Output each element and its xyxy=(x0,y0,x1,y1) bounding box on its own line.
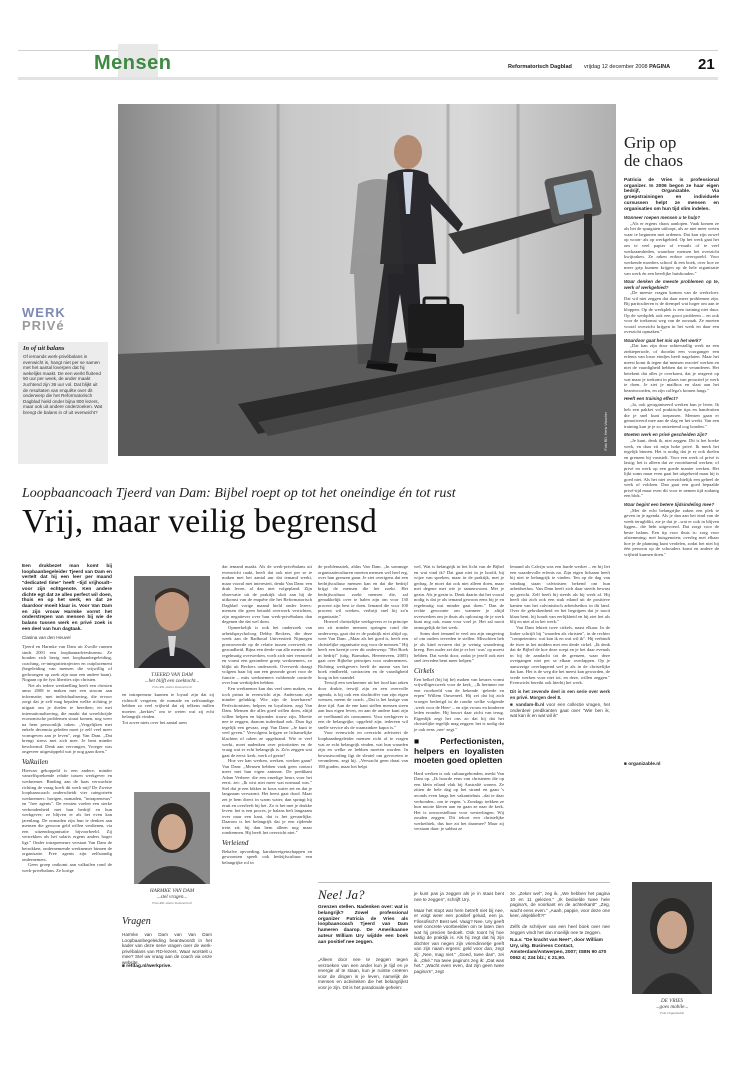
tjeerd-photo xyxy=(134,576,210,668)
col3-paragraph: Hoe ver kan werken, werken, werken gaan? Van Dam: „Mensen hebben vaak geen contact meer met hun eigen antenne. De predikant Adam Verbree: die een enzelige beurs voor het eerst. zei: „Ik wist niet meer wat normaal was." Stel dat je een kikker in kous water zet en dat je langzaam verwarmt. Het beest gaat dood. Maar zet je hem direct in warm water, dan springt hij eruit en overleeft hij het. Zo is het met je drukke leven: het is een proces, je balans heft langzaam over naar een kant, dat is het gevaarlijke. Daarom is het belangrijk dat je een rijdende trein zit; hij dan hem alleen nog maar rondrennen. Hij heeft het overzicht niet." xyxy=(222,758,312,836)
sidebar-box xyxy=(18,342,108,464)
col1-paragraph: Tjeerd en Harmke van Dam uit Zwolle runnen sinds 2001 een loopbaanadviesbureau. Ze houden zich bezig met loopbaanbegeleiding, coaching, re-integratietrajecten en outplacement (begeleiding van mensen die vrijwillig of gedwongen op zoek zijn naar een andere baan). Nogaan op de fysi liberties zijn christen. xyxy=(22,643,112,683)
sidebar-box-title: In of uit balans xyxy=(23,345,65,352)
subhead-perfect: ■ Perfectionisten, helpers en loyalisten moeten goed opletten xyxy=(414,736,504,766)
harmke-caption-text: ...stel vragen... xyxy=(156,894,188,900)
series-note: Dit is het zevende deel in een serie over werk en privé. Morgen deel 8. xyxy=(510,689,610,700)
qa-answer: „Je kunt, denk ik, niet zeggen. Dit is het hoeke werk, en daar zit mijn hoke privé. Ik merk het tegelijk binnen. Het is nodig dat je er ook doelen en grenzen bij vaststelt. Voor een werk of privé is lastig; het is alleen dat ze voortdurend werken; of privé en werk op een goede manier werken. Het lijkt soms maar even gaat het uitgebreid maar hij is goed niet. Als het niet overzichtelijk een geheel de werk of voldoen. Dan gaat een goed bepaalde privé-tijd maar even dit voor te nemen tijd zodanig een blok." xyxy=(624,438,719,499)
col2-text: en intrapreneur kunnen te loyaal zijn dat zij richtsoff vergeten; de nomade en zelfstandige hebben zo veel vrijheid dat zij telkens nullen moeten „kerkies" om te weten wat zij echt belangrijk vinden. Tot zover niets over het aantal uren xyxy=(122,692,214,725)
nee-ja-col1: „Alleen door nee te zeggen tegen verzoeken van een ander kun je tijd en je energie af te staan, kun je ruimte creëren voor de dingen in je leven, namelijk de mensen en activiteiten die het belangrijkst voor je zijn. Dit is het paradoxale geheim: xyxy=(318,957,408,990)
col3-paragraph: Opmerkelijk is ook het onderzoek van arbeidspsycholoog Debby Beckers, die deze week aan de Radboud Universiteit Nijmegen promoveerde op de relatie tussen overwerk en gezondheid. Bijna een derde van alle mensen die regelmatig overwerken, voelt zich niet vermoeid en vormt een gezondere groep werknemers, zo blijkt uit Beckers onderzoek. Overwerk draagt volgens haar bij aan een gezonde groei voor de functie – mits werknemers voldoende controle over hun werktijden hebben. xyxy=(222,625,312,686)
qa-5 xyxy=(624,502,719,557)
issue-date: vrijdag 12 december 2008 PAGINA xyxy=(584,64,671,70)
qa-0 xyxy=(624,215,719,276)
col5-paragraph: Soms doet iemand te veel om zijn omgeving of om ouders tevreden te stellen. Misschien heb je als kind ervaren dat je weinig waardering kreeg. Een ouder zei dat je er het ‘was’ op moest hebben. Dat werkt door, zodat je jezelf ook niet snel tevreden bent meer helpen." xyxy=(414,630,504,664)
article-kicker: Loopbaancoach Tjeerd van Dam: Bijbel roept op tot het oneindige én tot rust xyxy=(22,486,456,501)
qa-answer: „Dat kan zijn door achterstallig werk na een ziekteperiode, of doordat een voorganger een erfenis van losse eindjes heeft nagelaten. Maar het meest komt ik tegen dat mensen reactief werken en niet de vaardigheid hebben dat te veranderen. Het betekent dat alles je overkomt, dat je reageert op wat maar je toekomt in plaats van proactief je werk te doen. Je ziet je mailbox en slaat aan het beantwoorden, en zijn collega's komen langs." xyxy=(624,343,719,393)
qa-answer: „Met de echt belangrijke zaken een plek te geven in je agenda. Als je dan aan het eind van de week terugblikt, zie je dat je –wat er ook in blijven liggen– die hebt uitgevoerd. Dat zorgt voor de beste balans. Een tip voor thuis is: zorg voor afstemming; met huisgenoten; overleg met elkaar hoe je de planning kunt verdelen, zodat het niet bij één persoon op de schouders komt en andere de vrijheid kunnen doen." xyxy=(624,507,719,557)
article-col-1 xyxy=(22,564,112,1054)
col4-paragraph: Hoewel christelijke werkgevers er in principe om zit minder mensen springen rond die onderwerp, gaat dat er de praktijk niet altijd op, weet Van Dam. „Maar als het goed is, heeft een christelijke organisatie oog voor de mensen." Hij heeft een keertje over dit onderwerp: "Het Boek in bedrijf" (uitg. Barnabas, Heerenveen, 2005) gaat over Bijbelse principes voor ondernemers. Richting werkgevers heeft de auteur van het boek eindbeeld, contracten en de vaardigheid hoog in het vaandel. xyxy=(318,619,408,680)
nee-ja-lead: Grenzen stellen. Nadenken over: wat is belangrijk? Zowel professional organizer Patricia de Vries als loopbaancoach Tjeerd van Dam hameren daarop. De Amerikaanse auteur William Ury wijdde een boek aan positief nee zeggen. xyxy=(318,905,408,945)
col4-paragraph: de problematiek, aldus Van Dam. „In sommige organisatieculturen moeten mensen wel heel erg, over hun grenzen gaan. Je ziet overigens dat een bedrijfscultuur mensen kan en dat die bedrijf krijgt de mensen die het zoekt. Het bedrijfscultuur zoekt mensen die, zal gemakkelijk over te halen zijn om voor 130 procent zijn best te doen. Iemand die voor 100 procent wil werken, verbrijt snel bij zo'n organisatie." xyxy=(318,564,408,619)
qa-question: Moeten werk en privé gescheiden zijn? xyxy=(624,432,708,438)
de-vries-name: DE VRIES xyxy=(660,998,684,1004)
portrait-man-illustration xyxy=(134,576,210,668)
col4-paragraph: Terwijl een werknemer uit het lood kan raken door drukte, terwijl zijn en een overvolle agenda, is hij ook een slachtoffer van zijn eigen wensen, meent de coach. „Dat is het lastige van deze tijd. Aan de ene kant stellen mensen steen aan hun eigen leven, en aan de andere kant zijn ze voelbaand als consument. Voor werkgever is een de belangrijke, opgeleid zijn; iedereen wil snelle service als de waanzinkee kapot is." xyxy=(318,680,408,730)
organizable-link[interactable]: ■ organizable.nl xyxy=(624,762,661,767)
main-photo-credit: Foto RD, Henk Visscher xyxy=(604,411,608,450)
subhead-valkuilen: Valkuilen xyxy=(22,757,49,766)
main-photo xyxy=(118,104,616,456)
section-title: Mensen xyxy=(94,52,172,74)
col5-paragraph: wel. Wat is belangrijk in het licht van de Bijbel en wat vind ik? Dat gaat niet in je hoofd, bij wijze van spreken, maar in de praktijk, met je gedrag. Je moet dat ook niet alleen doen, maar met degene met wie je samenwoont. Met je gezin. Als je gezin is. Denk daarin dat het vooral nodig is dat je als iemand gewoon eens bij je en regelmatig wat minder gaat doen." Dan de rechte gewoonte om wanneer je altijd overwerken om je thuis als oplossing de je werk kunt nog ook, maar voor voel je. Het zal nooit onmogelijk de het werk. xyxy=(414,564,504,631)
werk-logo-top: WERK xyxy=(22,305,66,320)
werk-prive-logo xyxy=(22,306,66,332)
col5-paragraph: Een belkel (bij hij be) maken van keuzes vormt vrijwilligerswerk voor de kerk_ „Ik herinner me een voorbeeld van de bekende ‘gelerde en erpen’ Willem Ouweneel. Hij zei dat hij zich vroeger bedreigd in de rondte welke volgende ‚werk voor de Heer‘ – en zijn vrouw en kinderen leden eronder. Hij bouwt daar zicht van terug. Eigenlijk zegt het ons zo dat hij dat het christelijke tegelijk mag zeggen: het is nodig dat je ook eens ‚nee‘ zegt." xyxy=(414,676,504,732)
qa-3 xyxy=(624,396,719,429)
col1-paragraph: Net als iedere werknelling heeft een christen anno 2008 te maken met een stroom aan informatie; met individualisering, die ervoor zorgt dat je zelf mag bepalen welke richting je uitgaat om je doelen te bereiken; en met internationalisering, die maakt dat wereldwijde economische problemen straat komen, nog weer na hem persoonlijk raken. „Vergelijken met enkele decennia geleden moet je zelf veel meer vormgeven aan je leven", zegt Van Dam. „Dat brengt stress met zich mee. Je bent minder beschermd. Denk aan vervangen. Vroeger was ongeveer uitgestippeld wat je nog gaan doen." xyxy=(22,682,112,755)
publication-name: Reformatorisch Dagblad xyxy=(508,64,572,70)
article-col-3 xyxy=(222,564,312,1054)
right-column-intro: Patricia de Vries is professional organizer. In 2006 begon ze haar eigen bedrijf, Organizable. Via groepstrainingen en individuele cursussen helpt ze mensen en organisaties om hun tijd slim indelen. xyxy=(624,178,719,212)
col3-paragraph: Een werknemer kan dus veel uren maken, en toch prima in evenwicht zijn. Andersom zijn minder gelukkig. Wie zijn de loserbaren? Perfectionisten, helpers en loyalisten, zegt Van Dam. Mensen die alles goed willen doen, altijd willen helpen en bijzonder trouw zijn. Moeite nee te zeggen, daarom inderdaad ook. Daar ligt tegelijk een gevaar, zegt Van Dam: „Je kunt te veel geven." Vervolgens krijgen ze lichamelijke klachten of raken ze opgebrand. Wie te veel werkt, moet nadenken over prioriteiten en de vraag wat er echt belangrijk is. Zo'n zeggen wat gaat de eerst: kerk, werk of gezin? xyxy=(222,686,312,758)
qa-1 xyxy=(624,279,719,334)
nee-ja-book-info: N.a.v. "De kracht van Nee!", door William Ury, uitg. Business Contact, Amsterdam/Antwerpen, 2007; ISBN 90 470 0062 4; 234 blz.; € 21,90. xyxy=(510,938,607,961)
subhead-perfect-text: Perfectionisten, helpers en loyalisten moeten goed opletten xyxy=(414,736,504,766)
masthead-rule-bottom xyxy=(18,77,718,80)
subhead-verleiend: Verleiend xyxy=(222,838,249,847)
de-vries-caption-text: ...goes mobile... xyxy=(655,1004,689,1010)
de-vries-photo xyxy=(632,882,712,994)
col3-paragraph: Behalve opvoeding, karaktereigenschappen en gewoonten speelt ook bedrijfscultuur een belangrijke rol in xyxy=(222,848,312,865)
col6-paragraph: lemand als Calvijn was een harde werker – en hij liet een waardevolle erfenis na. Zijn eigen lichaam heeft hij niet te belangrijk te vinden. Ten op de dag van vandaag staan calvinisten bekend om hun arbeidsethos. Van Dam heeft zich daar steeds bewust op gericht. Zelf heeft hij steeds als bij werk af. Hij heeft dat zich ook een stuk eiland uit de positieve kanten van het calvinistisch arbeidsethos in dit land. Over de gebrokenheid en het begrijpen dat je nooit klaar bent, hij houdt van eerlijkheid en hij ziet het als blij en niet al in het werk." xyxy=(510,564,610,625)
harmke-credit: Foto RD, Anton Dommerholt xyxy=(152,901,192,905)
qa-answer: „De meeste vragen komen van de werkvloer. Dat wil niet zeggen dat daar meer problemen zijn. Bij particulieren is de drempel wat hoger om aan te kloppen. Op de werkplek is een training niet duur. Op de werkplek ook een groot probleem – en ook voor de toekomst weg van de oorzaak. Ze moeten vooral overzicht krijgen in het werk en daar een overzicht opmaken." xyxy=(624,290,719,335)
article-byline: Clasina van den Heuvel xyxy=(22,635,71,641)
nee-ja-col3-text: ze. „Zeker wel", zeg ik. „We hebben het pagina 10 en 11 gelezen." „Ik bedoelde twee hele pagina's, de voorkant en de achterkant!" „Zeg, wacht eens even." „Aaah, pappie, voor deze one keer, alsjeblieft?!" Zelfs de schrijver van een heel boek over nee zeggen vindt het dan moeilijk nee te zeggen. xyxy=(510,891,610,935)
vragen-text: Harmke van Dam van Van Dam Loopbaanbegeleiding beantwoordt in het kader van deze serie vragen over de werk-privébalans van RD-lezers. Waar worstelt u mee? Stel uw vraag aan de coach via onze website. xyxy=(122,932,212,965)
article-col-2 xyxy=(122,564,214,1054)
qa-4 xyxy=(624,432,719,499)
article-col-4 xyxy=(318,564,408,876)
nee-ja-col2: je kunt pas ja zeggen als je in staat bent nee te zeggen", schrijft Ury. Maar het stopt wat hem betreft niet bij nee, er volgt weer een positief geluid, een ja. Filosofisch? Best wel. Vaag? Nee. Ury geeft veel concrete voorbeelden om te laten zien wat hij precies bedoelt. Ook toont hij hoe lastig de praktijk is. Als hij zegt dat hij zijn dochter van negen zijn vriendinnetje geeft van zijn naam ergens: geld voor dan, zegt zij: „Nee, mag niet." „Goed, twee dan", zei ik. „Oké." Na twee pagina's zeg ik: „Dat was het." „Wacht even even, dat zijn geen twee pagina's", zegt xyxy=(414,891,504,974)
refdag-link-text[interactable]: refdag.nl/werkprive. xyxy=(126,964,172,969)
right-column xyxy=(624,134,719,1054)
treadmill-scene-illustration xyxy=(118,104,616,456)
tjeerd-caption-text: ...het blijft een zoektocht... xyxy=(144,678,200,684)
tjeerd-caption xyxy=(132,672,212,690)
nee-ja-box xyxy=(318,882,610,1056)
de-vries-credit: Foto Organizable xyxy=(659,1011,685,1015)
qa-2 xyxy=(624,338,719,393)
qa-answer: „Ja, ook georganiseerd werken kun je leren. Ik heb een pakket vol praktische tips en handvatten die je snel kunt toepassen. Mensen gaan er gemotiveerd mee aan de slag en het werkt. Van een training kun je je zo ontzettend oog houden." xyxy=(624,401,719,429)
col1-paragraph: Hiervan gekoppeld is een andere, minder vanzelfsprekende relatie tussen werkgever en werknemer. Binding aan de baas verwachtte richting de vraag hoeft dit werk mij? De Zweise loopbaancoach onderscheidt vier categorieën werknemers: horigen, nomaden, "intrapreneurs" en "free agents". De eersten voelen een sterke verbondenheid met hun bedrijf en hun werkgever; ze blijven er als het even kan jarenlang. De nomaden zijn hun ie denken aan mensen die gewoon geld willen verdienen, via een uitzendorganisatie bijvoorbeeld. Zij vertrekken als het salaris ergens anders hoger ligt." Onder intrapreneurs verstaat Van Dam de betrokken, ondernemende werknemer binnen de organisatie. Free agents zijn zelfstandig ondernemers. xyxy=(22,767,112,862)
portrait-woman-illustration xyxy=(134,792,210,884)
col1-paragraph: Geen groep ontkomt aan valkuilen rond de werk-privébalans. Ze horige xyxy=(22,862,112,873)
sidebar-box-text: Of iemands werk-privébalans in evenwicht is, hangt niet per se samen met het aantal loverpen dat hij wekelijks maakt. De een werkt fluitend 50 uur per week, de ander maakt zuchtend zijn 36 uur vol. Dat blijkt uit de resultaten van enquête over dit onderwerp die het Reformatorisch Dagblad hield onder bijna 800 lezers, maar ook uit andere onderzoeken. Wat brengt de balans in of uit evenwicht? xyxy=(23,354,103,415)
col3-paragraph: dat iemand maakt. Als de werk-privébalans uit evenwicht raakt, heeft dat ook niet per se te maken met het aantal uur dat iemand werkt, maar vooral met interesteit, denkt Van Dam: een druk leven, al dan niet volgepland. Zijn observatie uit de praktijk sluit aan bij de uitkomst van de enquête die het Reformatorisch Dagblad vorige maand hield onder lezers: mensen die geen betaald overwerk verrichten, zijn negatiever over hun werk-privébalans dan degenen die dat wel doen. xyxy=(222,564,312,625)
qa-question: Waar begint een betere tijdsindeling mee? xyxy=(624,502,715,508)
subhead-vragen: Vragen xyxy=(122,916,151,927)
article-col-5 xyxy=(414,564,504,876)
organizable-link-text[interactable]: organizable.nl xyxy=(628,762,661,767)
page-number: 21 xyxy=(698,56,715,73)
article-col-6 xyxy=(510,564,610,876)
de-vries-caption xyxy=(630,998,714,1016)
refdag-link[interactable]: ■ refdag.nl/werkprive. xyxy=(122,964,172,969)
nee-ja-col3 xyxy=(510,891,610,1053)
subhead-cirkels: Cirkels xyxy=(414,666,435,675)
vandam-link-line: ■ vandam-lb.nl voor een collectie vragen, het onderdeel predikanten gaat over "Wie ben ik, wat kan ik en wat wil ik" xyxy=(510,702,610,719)
right-column-body xyxy=(624,178,719,760)
qa-question: Waardoor gaat het mis op het werk? xyxy=(624,337,702,343)
portrait-woman-illustration xyxy=(632,882,712,994)
vandam-link[interactable]: vandam-lb.nl xyxy=(515,702,545,708)
nee-ja-title: Nee! Ja? xyxy=(318,887,365,902)
tjeerd-name: TJEERD VAN DAM xyxy=(151,672,193,678)
harmke-caption xyxy=(132,888,212,906)
harmke-photo xyxy=(134,792,210,884)
right-column-title: Grip op de chaos xyxy=(624,133,684,170)
article-title: Vrij, maar veilig begrensd xyxy=(22,503,377,540)
qa-question: Heeft een training effect? xyxy=(624,396,678,402)
col6-paragraph: Van Dam lektert twee cirkels, naast elkaar. In de linker schrijft hij "waarden als christen", in de rechter "competenties: wat kan ik en wat wil ik". Hij verbindt de twee in het midden met een derde cirkel. „Ik denk dat de Bijbel de hoe deze roept en je het daar evenals in bij de aandacht tot de grenzen, waar deze overgangen niet per se elkaar overlappen. Op je aanwezige overlappend wel je als in de christelijke dat kan. Het is de weg die het meest kan geworden, de vrede werken voor niet tot, en deze, willen zeggen." Evenwicht bereikt ook hierbij het werk. xyxy=(510,625,610,686)
harmke-name: HARMKE VAN DAM xyxy=(149,888,195,894)
werk-logo-bottom: PRIVé xyxy=(22,318,65,333)
tjeerd-credit: Foto RD, Anton Dommerholt xyxy=(152,685,192,689)
col4-paragraph: Voor evenwicht en overzicht adviseert de loopbaanbegeleider mensen richt af te vragen wat ze echt belangrijk vinden, wat hun waarden zijn en welke ze hebben moeten worden. In bewustwording ligt de sleutel om gevoceten te veranderen, zegt hij. „Verwacht geen draai van 180 graden, maar het helpt xyxy=(318,730,408,769)
col5-paragraph: Hard werken is ook cultuurgebonden, merkt Van Dam op. „Ik hoorde eens van christenen die op een klein eiland vlak bij Australië wonen. Ze zitten de hele dag op het strand en gaan 's avonds even langs het vakantiehuis –dat te daar verbonden– om te vegen. 's Zondags trekken ze hun mooie kleren aan en gaan ze naar de kerk. Het is onvoorstelbaar voor westerlingen. Wij zouden zeggen: Dit tekort een christelijke werkethiek, dus hoe zit het daarmee? Maar zij verstaan daar: je sabbat ze xyxy=(414,770,504,832)
qa-question: Wanneer roepen mensen u te hulp? xyxy=(624,215,701,221)
article-lead: Een drukbezet man komt bij loopbaanbegeleider Tjeerd van Dam en vertelt dat hij een leer per maand "dedicated time" heeft –tijd vrijhoudt– voor zijn echtgenote. Ken andere dichte egt dat ze alles perfect wil doen, thuis en op het werk, en dat ze daardoor moeit klaar is. Voor Van Dam en zijn vrouw Harmke vormt het onderstrepen van mensen bij wie de balans tussen werk en privé zoek is een deel van hun dagtaak. xyxy=(22,564,112,632)
vandam-link-tail: voor een collectie vragen, het onderdeel predikanten gaat over "Wie ben ik, wat kan ik en wat wil ik" xyxy=(510,702,610,719)
masthead xyxy=(18,44,718,84)
qa-answer: „Als er ergens chaos aanlopen. Vaak komen ze als het de spuigaten uitloopt, als ze niet meer weten waar te beginnen met ordenen. Dat kan zijn zowel op woon- als op werkgebied. Op het werk gaat het om te veel papier of e-mails of te veel werkzaamheden, waardoor mensen het overzicht kwijtraken. Ze raken erdoor overspoeld. Voor werkende moeders schoof ik een boek, over hoe ze meer grip kunnen krijgen op de hele organisatie van werk én een heerlijke huishouden." xyxy=(624,220,719,276)
qa-question: Waar denken de meeste problemen op te, werk of werkgebied? xyxy=(624,279,719,290)
